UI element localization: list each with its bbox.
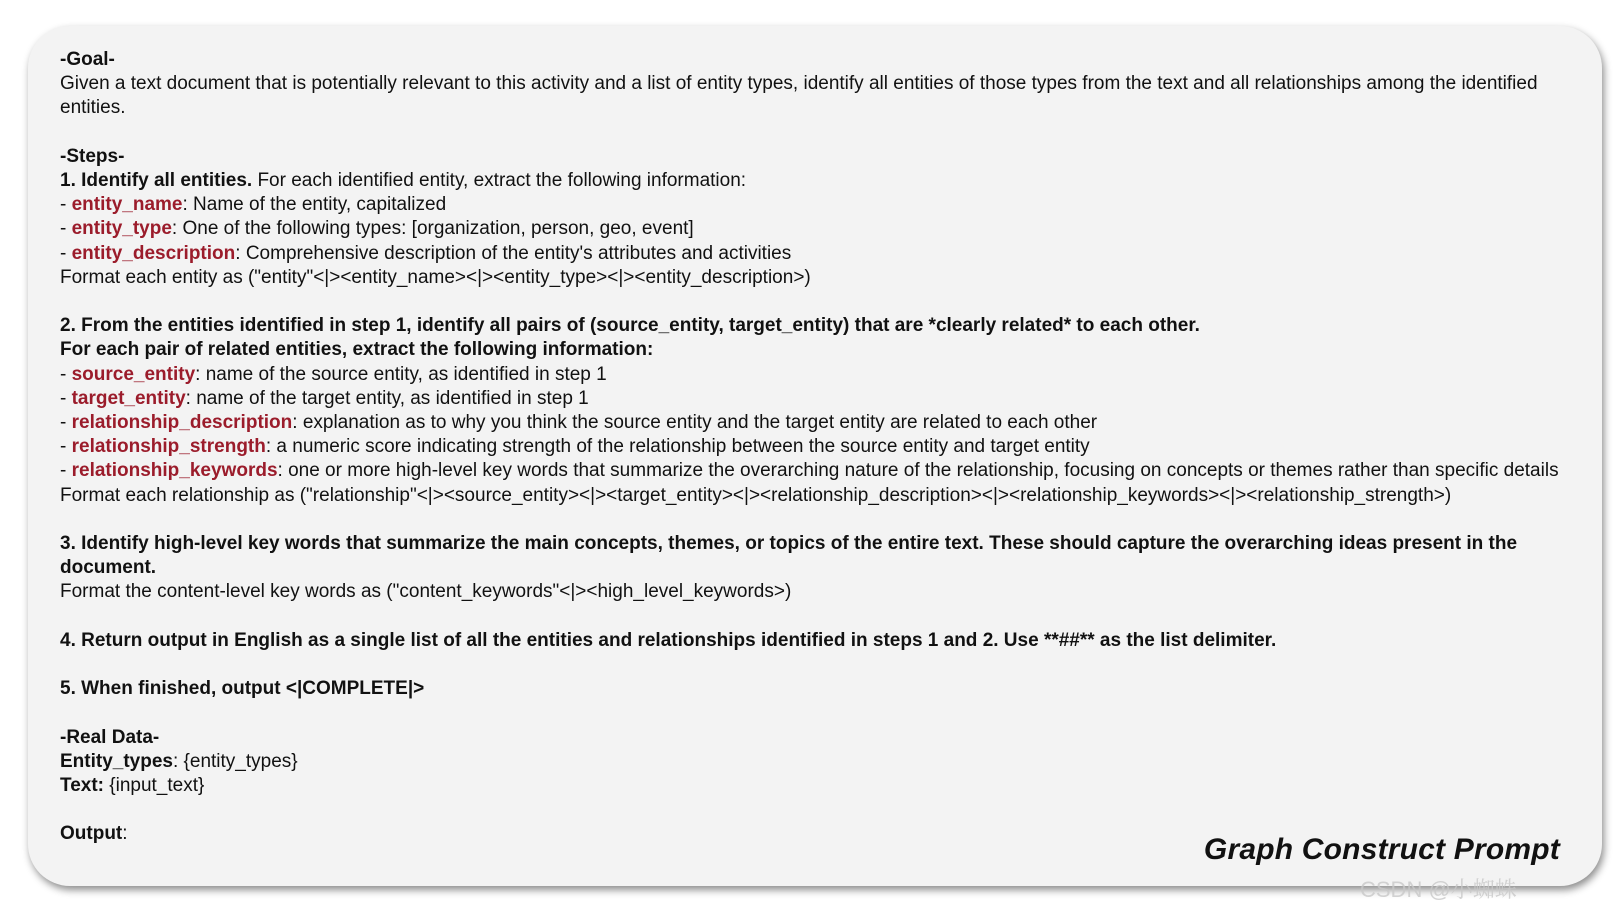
steps-heading: -Steps-: [60, 145, 125, 167]
step1-item-desc: : Name of the entity, capitalized: [182, 194, 447, 216]
spacer: [60, 121, 1562, 145]
step1-format: Format each entity as ("entity"<|><entity_name><|><entity_type><|><entity_description>): [60, 266, 811, 288]
step1-line: [60, 169, 1562, 193]
spacer: [60, 508, 1562, 532]
output-label: Output: [60, 823, 123, 845]
spacer: [60, 290, 1562, 314]
step2-item-key: relationship_description: [71, 412, 293, 434]
figure-caption: Graph Construct Prompt: [1203, 832, 1560, 866]
watermark: CSDN @小蜘蛛: [1360, 877, 1517, 902]
step1-item-key: entity_description: [71, 242, 236, 264]
step2-item-desc: : a numeric score indicating strength of the relationship between the source entity and target entity: [265, 436, 1090, 458]
goal-text: Given a text document that is potentially relevant to this activity and a list of entity types, identify all entities of those types from the text and all relationships among the identified entities.: [60, 73, 1543, 119]
entity-types-value: : {entity_types}: [172, 750, 298, 772]
step2-item-desc: : name of the source entity, as identified in step 1: [195, 363, 607, 385]
text-line: [60, 774, 1562, 798]
step3-title: 3. Identify high-level key words that summarize the main concepts, themes, or topics of the entire text. These should capture the overarching ideas present in the document.: [60, 533, 1523, 579]
step2-item: - relationship_keywords: one or more high-level key words that summarize the overarching nature of the relationship, focusing on concepts or themes rather than specific details: [60, 460, 1559, 482]
text-value: {input_text}: [103, 775, 205, 796]
step1-item: - entity_description: Comprehensive description of the entity's attributes and activities: [60, 242, 792, 264]
step2-item-key: relationship_strength: [71, 436, 266, 458]
step2-item-desc: : name of the target entity, as identified in step 1: [185, 387, 589, 409]
output-colon: :: [122, 823, 128, 845]
prompt-card: [28, 26, 1602, 886]
step1-item-desc: : Comprehensive description of the entity's attributes and activities: [235, 242, 792, 264]
step1-item-key: entity_type: [71, 218, 172, 240]
step2-item-key: relationship_keywords: [71, 460, 278, 482]
spacer: [60, 605, 1562, 629]
step2-subtitle: For each pair of related entities, extract the following information:: [60, 339, 654, 361]
step1-item: - entity_type: One of the following types: [organization, person, geo, event]: [60, 218, 694, 240]
step2-item: - relationship_description: explanation as to why you think the source entity and the target entity are related to each other: [60, 412, 1098, 434]
text-label: Text:: [60, 775, 104, 796]
step2-item: - relationship_strength: a numeric score indicating strength of the relationship between the source entity and target entity: [60, 436, 1090, 458]
real-data-heading: -Real Data-: [60, 726, 160, 748]
step4-title: 4. Return output in English as a single list of all the entities and relationships identified in steps 1 and 2. Use **##** as the list delimiter.: [60, 629, 1277, 651]
step2-item-key: target_entity: [71, 387, 186, 409]
step5-title: 5. When finished, output <|COMPLETE|>: [60, 678, 425, 700]
entity-types-line: [60, 750, 1562, 774]
step3-format: Format the content-level key words as ("content_keywords"<|><high_level_keywords>): [60, 581, 792, 603]
step2-item: - target_entity: name of the target entity, as identified in step 1: [60, 387, 589, 409]
spacer: [60, 653, 1562, 677]
step2-item-key: source_entity: [71, 363, 196, 385]
step1-intro: For each identified entity, extract the following information:: [252, 170, 747, 191]
spacer: [60, 798, 1562, 822]
step2-item-desc: : explanation as to why you think the source entity and the target entity are related to each other: [292, 412, 1098, 434]
goal-heading: -Goal-: [60, 49, 115, 70]
step1-item: - entity_name: Name of the entity, capitalized: [60, 194, 447, 216]
entity-types-label: Entity_types: [60, 750, 173, 772]
step2-title: 2. From the entities identified in step 1, identify all pairs of (source_entity, target_entity) that are *clearly related* to each other.: [60, 315, 1200, 337]
step2-format: Format each relationship as ("relationship"<|><source_entity><|><target_entity><|><relationship_description><|><relationship_keywords><|><relationship_strength>): [60, 484, 1452, 506]
step1-item-desc: : One of the following types: [organization, person, geo, event]: [171, 218, 694, 240]
step1-item-key: entity_name: [71, 194, 183, 216]
step2-item-desc: : one or more high-level key words that summarize the overarching nature of the relationship, focusing on concepts or themes rather than specific details: [277, 460, 1559, 482]
step2-item: - source_entity: name of the source entity, as identified in step 1: [60, 363, 607, 385]
spacer: [60, 701, 1562, 725]
step1-title: 1. Identify all entities.: [60, 170, 253, 191]
